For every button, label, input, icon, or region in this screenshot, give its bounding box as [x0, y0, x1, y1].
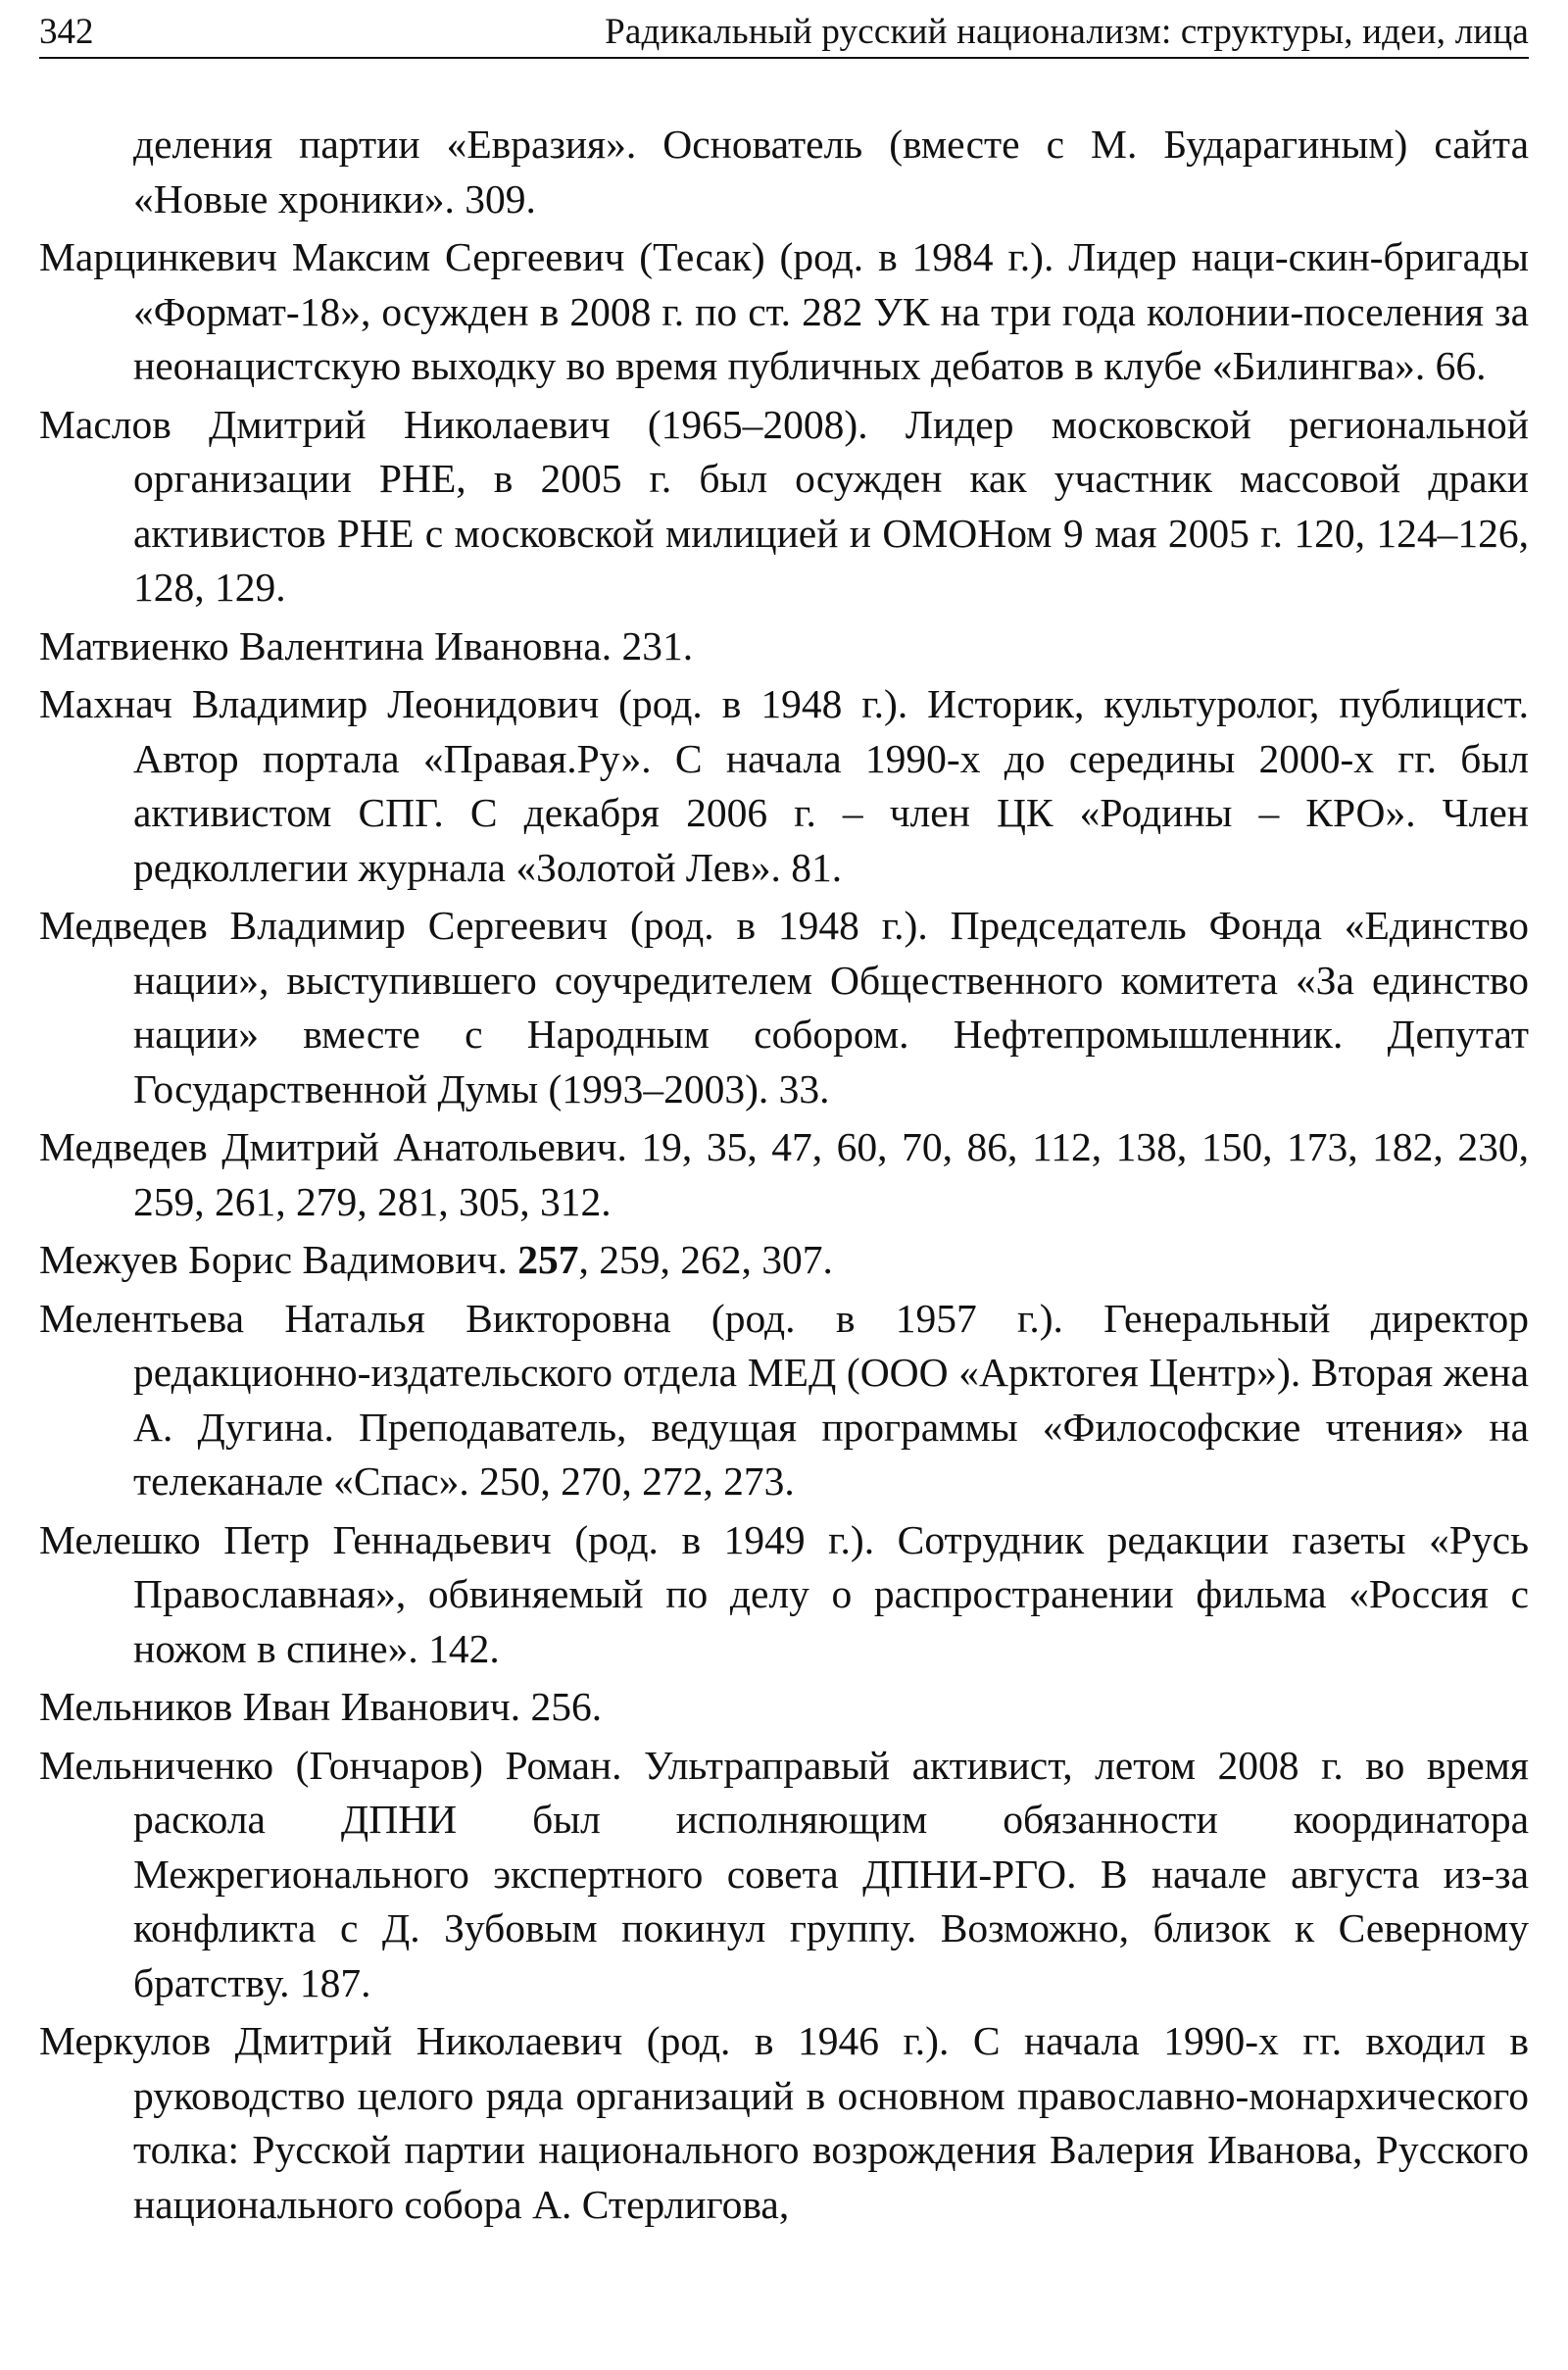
index-entry-martsinkevich: Марцинкевич Максим Сергеевич (Тесак) (род. в 1984 г.). Лидер наци-скин-бригады «Формат-18», осужден в 2008 г. по ст. 282 УК на три года колонии-поселения за неонацистскую выходку во время публичных дебатов в клубе «Билингва». 66. — [39, 234, 1529, 388]
index-entry-makhnach: Махнач Владимир Леонидович (род. в 1948 г.). Историк, культуролог, публицист. Автор портала «Правая.Ру». С начала 1990-х до середины 2000-х гг. был активистом СПГ. С декабря 2006 г. – член ЦК «Родины – КРО». Член редколлегии журнала «Золотой Лев». 81. — [39, 681, 1529, 890]
index-entry-matvienko: Матвиенко Валентина Ивановна. 231. — [39, 622, 694, 668]
book-page — [39, 0, 1529, 2370]
bold-page-reference: 257 — [517, 1237, 579, 1282]
index-entries — [39, 118, 1529, 2236]
entry-text: Межуев Борис Вадимович. — [39, 1237, 518, 1282]
index-entry-melentyeva: Мелентьева Наталья Викторовна (род. в 1957 г.). Генеральный директор редакционно-издательского отдела МЕД (ООО «Арктогея Центр»). Вторая жена А. Дугина. Преподаватель, ведущая программы «Философские чтения» на телеканале «Спас». 250, 270, 272, 273. — [39, 1295, 1529, 1504]
index-entry-meleshko: Мелешко Петр Геннадьевич (род. в 1949 г.). Сотрудник редакции газеты «Русь Православная», обвиняемый по делу о распространении фильма «Россия с ножом в спине». 142. — [39, 1516, 1529, 1671]
index-entry-medvedev-vladimir: Медведев Владимир Сергеевич (род. в 1948 г.). Председатель Фонда «Единство нации», выступившего соучредителем Общественного комитета «За единство нации» вместе с Народным собором. Нефтепромышленник. Депутат Государственной Думы (1993–2003). 33. — [39, 903, 1529, 1111]
index-entry-maslov: Маслов Дмитрий Николаевич (1965–2008). Лидер московской региональной организации РНЕ, в 2005 г. был осужден как участник массовой драки активистов РНЕ с московской милицией и ОМОНом 9 мая 2005 г. 120, 124–126, 128, 129. — [39, 401, 1529, 610]
page-header — [39, 6, 1529, 59]
index-entry-melnikov: Мельников Иван Иванович. 256. — [39, 1684, 603, 1729]
index-entry-continuation: деления партии «Евразия». Основатель (вместе с М. Бударагиным) сайта «Новые хроники». 309. — [133, 122, 1529, 222]
index-entry-merkulov: Меркулов Дмитрий Николаевич (род. в 1946 г.). С начала 1990-х гг. входил в руководство целого ряда организаций в основном православно-монархического толка: Русской партии национального возрождения Валерия Иванова, Русского национального собора А. Стерлигова, — [39, 2018, 1529, 2227]
index-entry-medvedev-dmitry: Медведев Дмитрий Анатольевич. 19, 35, 47, 60, 70, 86, 112, 138, 150, 173, 182, 230, 259, 261, 279, 281, 305, 312. — [39, 1124, 1529, 1224]
index-entry-mezhuev — [39, 1233, 1529, 1288]
entry-text: , 259, 262, 307. — [578, 1237, 833, 1282]
running-title: Радикальный русский национализм: структуры, идеи, лица — [605, 12, 1529, 52]
index-entry-melnichenko: Мельниченко (Гончаров) Роман. Ультраправый активист, летом 2008 г. во время раскола ДПНИ был исполняющим обязанности координатора Межрегионального экспертного совета ДПНИ-РГО. В начале августа из-за конфликта с Д. Зубовым покинул группу. Возможно, близок к Северному братству. 187. — [39, 1742, 1529, 2005]
page-number: 342 — [39, 12, 94, 52]
